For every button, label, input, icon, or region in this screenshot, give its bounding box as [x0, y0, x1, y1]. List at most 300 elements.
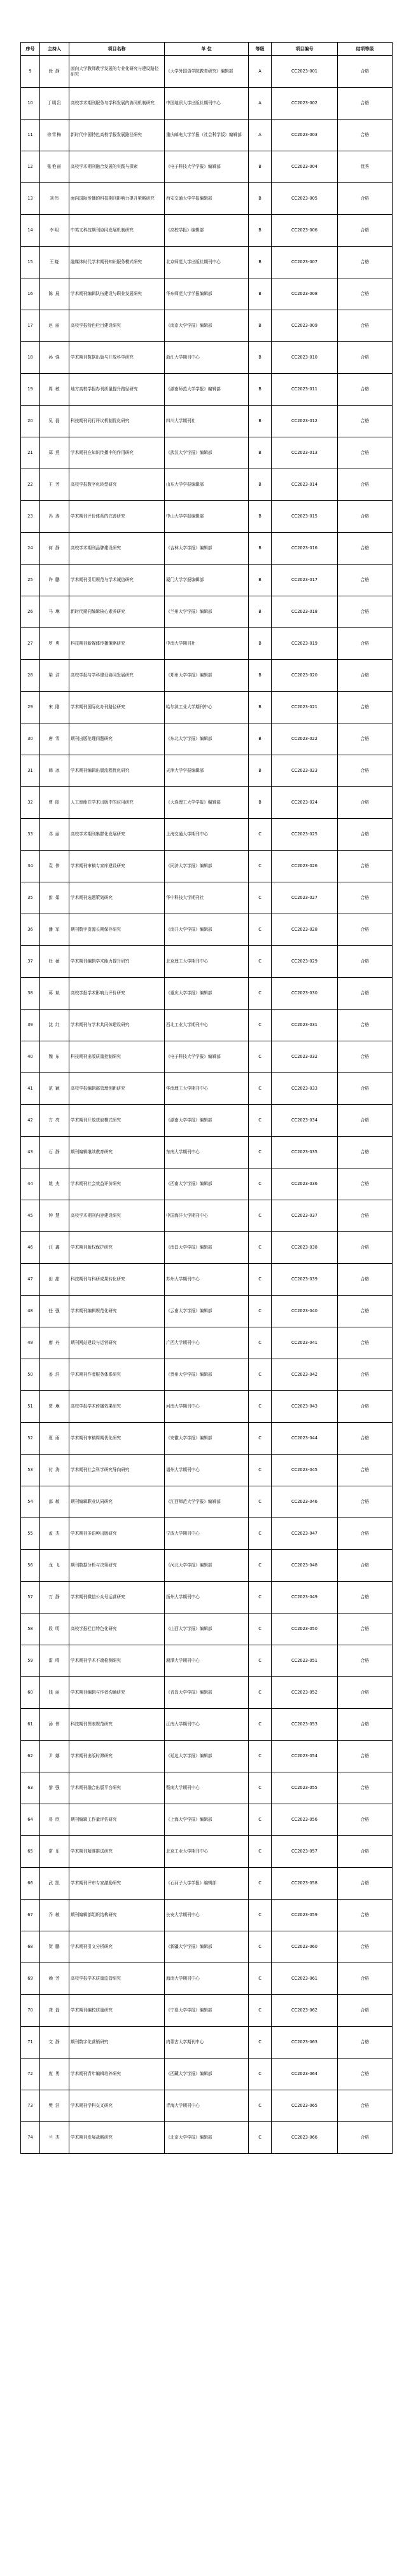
row-index: 46	[21, 1232, 40, 1264]
row-host: 曹 阳	[40, 787, 69, 819]
row-index: 54	[21, 1486, 40, 1518]
row-host: 任 强	[40, 1296, 69, 1327]
row-grade: C	[249, 1582, 272, 1613]
row-grade: B	[249, 406, 272, 437]
row-project-name: 学术期刊编辑出版流程优化研究	[69, 755, 165, 787]
row-unit: 哈尔滨工业大学期刊中心	[165, 692, 249, 723]
row-completion-grade: 合格	[338, 1772, 393, 1804]
row-unit: 内蒙古大学期刊中心	[165, 2027, 249, 2059]
row-project-id: CC2023-036	[272, 1168, 338, 1200]
row-project-name: 高校学报学术质量监管研究	[69, 1963, 165, 1995]
row-unit: 青海大学期刊中心	[165, 2090, 249, 2122]
row-grade: C	[249, 946, 272, 978]
row-index: 26	[21, 596, 40, 628]
row-grade: C	[249, 1741, 272, 1772]
row-project-name: 学术期刊国际化办刊路径研究	[69, 692, 165, 723]
row-completion-grade: 合格	[338, 787, 393, 819]
row-unit: 重庆邮电大学学报（社会科学版）编辑部	[165, 120, 249, 151]
header-grade: 等级	[249, 43, 272, 56]
row-host: 韩 冰	[40, 755, 69, 787]
table-row	[21, 1359, 393, 1391]
row-grade: C	[249, 2027, 272, 2059]
row-project-name: 高校学报学术影响力评价研究	[69, 978, 165, 1010]
row-index: 18	[21, 342, 40, 374]
row-project-id: CC2023-021	[272, 692, 338, 723]
row-project-name: 期刊网站建设与运营研究	[69, 1327, 165, 1359]
row-project-name: 面向大学教师教学发展的专业化研究与建设路径研究	[69, 56, 165, 88]
row-unit: 东南大学期刊中心	[165, 1137, 249, 1168]
row-completion-grade: 合格	[338, 1804, 393, 1836]
row-index: 30	[21, 723, 40, 755]
row-completion-grade: 合格	[338, 406, 393, 437]
row-project-id: CC2023-024	[272, 787, 338, 819]
row-completion-grade: 合格	[338, 1836, 393, 1868]
row-unit: 《宁夏大学学报》编辑部	[165, 1995, 249, 2027]
row-index: 44	[21, 1168, 40, 1200]
row-index: 15	[21, 247, 40, 278]
row-index: 55	[21, 1518, 40, 1550]
table-row	[21, 1423, 393, 1455]
row-unit: 《西藏大学学报》编辑部	[165, 2059, 249, 2090]
row-project-id: CC2023-030	[272, 978, 338, 1010]
row-project-id: CC2023-025	[272, 819, 338, 851]
row-grade: B	[249, 755, 272, 787]
row-index: 70	[21, 1995, 40, 2027]
row-unit: 中国海洋大学期刊中心	[165, 1200, 249, 1232]
row-host: 范 颖	[40, 1073, 69, 1105]
table-row	[21, 88, 393, 120]
row-completion-grade: 合格	[338, 723, 393, 755]
row-completion-grade: 优秀	[338, 151, 393, 183]
row-grade: B	[249, 692, 272, 723]
row-index: 14	[21, 215, 40, 247]
row-completion-grade: 合格	[338, 1455, 393, 1486]
row-completion-grade: 合格	[338, 1582, 393, 1613]
row-unit: 北京理工大学期刊中心	[165, 946, 249, 978]
row-completion-grade: 合格	[338, 342, 393, 374]
row-project-name: 高校学报栏目特色化研究	[69, 1613, 165, 1645]
row-completion-grade: 合格	[338, 1327, 393, 1359]
row-unit: 西北工业大学期刊中心	[165, 1010, 249, 1041]
row-unit: 《电子科技大学学报》编辑部	[165, 1041, 249, 1073]
row-index: 34	[21, 851, 40, 882]
row-host: 袁 伟	[40, 851, 69, 882]
row-index: 49	[21, 1327, 40, 1359]
table-row	[21, 723, 393, 755]
table-row	[21, 819, 393, 851]
row-host: 尹 娜	[40, 1741, 69, 1772]
table-row	[21, 946, 393, 978]
row-completion-grade: 合格	[338, 2122, 393, 2154]
row-project-name: 学术期刊多语种出版研究	[69, 1518, 165, 1550]
row-project-name: 人工智能在学术出版中的应用研究	[69, 787, 165, 819]
table-body	[21, 56, 393, 2154]
row-index: 20	[21, 406, 40, 437]
header-project-id: 项目编号	[272, 43, 338, 56]
table-row	[21, 1677, 393, 1709]
row-grade: C	[249, 1709, 272, 1741]
row-project-name: 期刊数据分析与决策研究	[69, 1550, 165, 1582]
row-host: 姜 浩	[40, 1359, 69, 1391]
row-project-id: CC2023-011	[272, 374, 338, 406]
row-project-id: CC2023-049	[272, 1582, 338, 1613]
row-project-name: 高校学术期刊集群化发展研究	[69, 819, 165, 851]
row-grade: B	[249, 247, 272, 278]
table-row	[21, 1010, 393, 1041]
row-index: 9	[21, 56, 40, 88]
row-project-name: 期刊数字资源长期保存研究	[69, 914, 165, 946]
row-index: 58	[21, 1613, 40, 1645]
row-project-id: CC2023-017	[272, 565, 338, 596]
row-index: 35	[21, 882, 40, 914]
row-project-id: CC2023-048	[272, 1550, 338, 1582]
row-completion-grade: 合格	[338, 1709, 393, 1741]
row-index: 43	[21, 1137, 40, 1168]
row-host: 方 亮	[40, 1105, 69, 1137]
row-unit: 厦门大学学报编辑部	[165, 565, 249, 596]
table-row	[21, 1931, 393, 1963]
row-index: 52	[21, 1423, 40, 1455]
row-index: 21	[21, 437, 40, 469]
row-grade: A	[249, 120, 272, 151]
row-grade: B	[249, 596, 272, 628]
row-unit: 《南京大学学报》编辑部	[165, 310, 249, 342]
row-unit: 《北京大学学报》编辑部	[165, 2122, 249, 2154]
row-grade: C	[249, 1391, 272, 1423]
row-project-id: CC2023-045	[272, 1455, 338, 1486]
row-host: 孙 强	[40, 342, 69, 374]
row-index: 19	[21, 374, 40, 406]
row-host: 李明	[40, 215, 69, 247]
row-host: 何 静	[40, 533, 69, 565]
row-completion-grade: 合格	[338, 914, 393, 946]
row-unit: 广西大学期刊中心	[165, 1327, 249, 1359]
row-project-name: 学术期刊作者服务体系研究	[69, 1359, 165, 1391]
header-project-name: 项目名称	[69, 43, 165, 56]
row-project-name: 学术期刊出版时滞研究	[69, 1741, 165, 1772]
table-row	[21, 1041, 393, 1073]
row-index: 29	[21, 692, 40, 723]
row-project-id: CC2023-058	[272, 1868, 338, 1900]
row-index: 62	[21, 1741, 40, 1772]
row-host: 黎 强	[40, 1772, 69, 1804]
row-project-name: 高校学报学术传播效果研究	[69, 1391, 165, 1423]
row-project-id: CC2023-007	[272, 247, 338, 278]
row-index: 37	[21, 946, 40, 978]
row-completion-grade: 合格	[338, 1645, 393, 1677]
row-unit: 西安交通大学学报编辑部	[165, 183, 249, 215]
row-grade: B	[249, 342, 272, 374]
row-completion-grade: 合格	[338, 469, 393, 501]
row-grade: C	[249, 1327, 272, 1359]
row-project-id: CC2023-057	[272, 1836, 338, 1868]
row-project-id: CC2023-028	[272, 914, 338, 946]
row-project-id: CC2023-016	[272, 533, 338, 565]
row-project-id: CC2023-026	[272, 851, 338, 882]
row-unit: 中国地质大学出版社期刊中心	[165, 88, 249, 120]
row-grade: B	[249, 628, 272, 660]
table-row	[21, 755, 393, 787]
table-row	[21, 406, 393, 437]
row-host: 许 鹏	[40, 565, 69, 596]
row-index: 12	[21, 151, 40, 183]
row-completion-grade: 合格	[338, 120, 393, 151]
table-row	[21, 2027, 393, 2059]
row-completion-grade: 合格	[338, 755, 393, 787]
row-project-id: CC2023-040	[272, 1296, 338, 1327]
row-project-name: 学术期刊引用规范与学术诚信研究	[69, 565, 165, 596]
row-completion-grade: 合格	[338, 946, 393, 978]
table-row	[21, 1073, 393, 1105]
row-unit: 《石河子大学学报》编辑部	[165, 1868, 249, 1900]
row-unit: 《兰州大学学报》编辑部	[165, 596, 249, 628]
row-completion-grade: 合格	[338, 1105, 393, 1137]
row-host: 兰 杰	[40, 2122, 69, 2154]
table-row	[21, 374, 393, 406]
header-completion-grade: 结项等级	[338, 43, 393, 56]
table-row	[21, 1550, 393, 1582]
row-grade: B	[249, 215, 272, 247]
header-index: 序号	[21, 43, 40, 56]
row-project-name: 学术期刊编辑与作者沟通研究	[69, 1677, 165, 1709]
table-row	[21, 1264, 393, 1296]
table-row	[21, 1963, 393, 1995]
row-project-name: 学术期刊编辑规范化研究	[69, 1296, 165, 1327]
row-project-name: 学术期刊青年编辑培养研究	[69, 2059, 165, 2090]
row-index: 25	[21, 565, 40, 596]
row-host: 武 凯	[40, 1868, 69, 1900]
table-row	[21, 56, 393, 88]
row-index: 67	[21, 1900, 40, 1931]
row-unit: 《东北大学学报》编辑部	[165, 723, 249, 755]
row-index: 73	[21, 2090, 40, 2122]
row-unit: 《山西大学学报》编辑部	[165, 1613, 249, 1645]
row-project-id: CC2023-012	[272, 406, 338, 437]
row-completion-grade: 合格	[338, 1486, 393, 1518]
row-completion-grade: 合格	[338, 2059, 393, 2090]
row-index: 23	[21, 501, 40, 533]
row-index: 41	[21, 1073, 40, 1105]
row-grade: B	[249, 183, 272, 215]
row-grade: B	[249, 310, 272, 342]
row-unit: 《南开大学学报》编辑部	[165, 914, 249, 946]
table-row	[21, 1836, 393, 1868]
row-grade: B	[249, 565, 272, 596]
row-grade: C	[249, 1296, 272, 1327]
row-project-name: 融媒体时代学术期刊知识服务模式研究	[69, 247, 165, 278]
row-project-name: 学术期刊精准推送研究	[69, 1836, 165, 1868]
row-host: 汪 鑫	[40, 1232, 69, 1264]
row-project-id: CC2023-038	[272, 1232, 338, 1264]
row-index: 28	[21, 660, 40, 692]
row-completion-grade: 合格	[338, 310, 393, 342]
row-host: 陈 晨	[40, 278, 69, 310]
row-index: 72	[21, 2059, 40, 2090]
row-completion-grade: 合格	[338, 1900, 393, 1931]
row-host: 马 琳	[40, 596, 69, 628]
row-grade: C	[249, 2059, 272, 2090]
table-row	[21, 215, 393, 247]
row-project-name: 学术期刊选题策划研究	[69, 882, 165, 914]
row-host: 蒋 斌	[40, 978, 69, 1010]
table-row	[21, 851, 393, 882]
row-host: 石 静	[40, 1137, 69, 1168]
header-unit: 单 位	[165, 43, 249, 56]
row-project-name: 期刊编辑继续教育研究	[69, 1137, 165, 1168]
table-row	[21, 1709, 393, 1741]
row-unit: 《安徽大学学报》编辑部	[165, 1423, 249, 1455]
row-grade: B	[249, 437, 272, 469]
row-host: 罗 勇	[40, 628, 69, 660]
row-project-name: 期刊编辑工作量评估研究	[69, 1804, 165, 1836]
row-project-name: 期刊数字化营销研究	[69, 2027, 165, 2059]
table-row	[21, 596, 393, 628]
row-unit: 《郑州大学学报》编辑部	[165, 660, 249, 692]
row-unit: 上海交通大学期刊中心	[165, 819, 249, 851]
row-unit: 长安大学期刊中心	[165, 1900, 249, 1931]
row-project-name: 科技期刊新媒体传播策略研究	[69, 628, 165, 660]
row-host: 孟 杰	[40, 1518, 69, 1550]
row-host: 王 芳	[40, 469, 69, 501]
row-project-name: 高校学报数字化转型研究	[69, 469, 165, 501]
row-project-id: CC2023-033	[272, 1073, 338, 1105]
table-row	[21, 342, 393, 374]
row-completion-grade: 合格	[338, 1677, 393, 1709]
row-grade: C	[249, 2090, 272, 2122]
row-completion-grade: 合格	[338, 596, 393, 628]
row-project-id: CC2023-005	[272, 183, 338, 215]
row-grade: C	[249, 1264, 272, 1296]
row-grade: C	[249, 1423, 272, 1455]
row-index: 74	[21, 2122, 40, 2154]
row-completion-grade: 合格	[338, 978, 393, 1010]
row-completion-grade: 合格	[338, 278, 393, 310]
row-completion-grade: 合格	[338, 437, 393, 469]
row-grade: C	[249, 1900, 272, 1931]
row-host: 贺 鹏	[40, 1931, 69, 1963]
row-host: 唐 雪	[40, 723, 69, 755]
row-project-id: CC2023-003	[272, 120, 338, 151]
row-grade: B	[249, 278, 272, 310]
table-row	[21, 882, 393, 914]
table-row	[21, 2122, 393, 2154]
row-project-id: CC2023-056	[272, 1804, 338, 1836]
row-project-id: CC2023-064	[272, 2059, 338, 2090]
row-index: 64	[21, 1804, 40, 1836]
row-project-name: 学术期刊审稿周期优化研究	[69, 1423, 165, 1455]
row-grade: B	[249, 151, 272, 183]
row-project-id: CC2023-006	[272, 215, 338, 247]
row-host: 夏 雨	[40, 1423, 69, 1455]
row-unit: 暨南大学期刊中心	[165, 1772, 249, 1804]
table-row	[21, 533, 393, 565]
row-index: 60	[21, 1677, 40, 1709]
row-host: 邓 丽	[40, 819, 69, 851]
row-project-name: 科技期刊图表规范研究	[69, 1709, 165, 1741]
row-host: 杜 薇	[40, 946, 69, 978]
row-unit: 《湖南师范大学学报》编辑部	[165, 374, 249, 406]
row-completion-grade: 合格	[338, 1868, 393, 1900]
row-project-id: CC2023-010	[272, 342, 338, 374]
row-unit: 宁波大学期刊中心	[165, 1518, 249, 1550]
row-project-name: 高校学术期刊融合发展的实践与探索	[69, 151, 165, 183]
row-project-id: CC2023-035	[272, 1137, 338, 1168]
row-grade: B	[249, 723, 272, 755]
row-completion-grade: 合格	[338, 1995, 393, 2027]
row-index: 39	[21, 1010, 40, 1041]
table-row	[21, 310, 393, 342]
table-row	[21, 1296, 393, 1327]
row-completion-grade: 合格	[338, 1391, 393, 1423]
row-index: 57	[21, 1582, 40, 1613]
row-unit: 中南大学期刊社	[165, 628, 249, 660]
row-unit: 湘潭大学期刊中心	[165, 1645, 249, 1677]
row-grade: C	[249, 1550, 272, 1582]
row-project-id: CC2023-052	[272, 1677, 338, 1709]
row-unit: 《武汉大学学报》编辑部	[165, 437, 249, 469]
row-index: 51	[21, 1391, 40, 1423]
row-unit: 天津大学学报编辑部	[165, 755, 249, 787]
row-host: 钱 丽	[40, 1677, 69, 1709]
row-unit: 海南大学期刊中心	[165, 1963, 249, 1995]
row-index: 65	[21, 1836, 40, 1868]
row-index: 17	[21, 310, 40, 342]
row-project-id: CC2023-066	[272, 2122, 338, 2154]
row-project-name: 学术期刊数据出版与开放科学研究	[69, 342, 165, 374]
row-completion-grade: 合格	[338, 1931, 393, 1963]
row-project-name: 高校学报特色栏目建设研究	[69, 310, 165, 342]
project-table	[20, 42, 393, 2154]
table-row	[21, 1741, 393, 1772]
row-host: 钟 慧	[40, 1200, 69, 1232]
row-project-name: 学术期刊在知识传播中的作用研究	[69, 437, 165, 469]
row-host: 潘 军	[40, 914, 69, 946]
row-index: 48	[21, 1296, 40, 1327]
row-unit: 北京工业大学期刊中心	[165, 1836, 249, 1868]
row-unit: 《吉林大学学报》编辑部	[165, 533, 249, 565]
row-index: 66	[21, 1868, 40, 1900]
row-grade: B	[249, 787, 272, 819]
row-completion-grade: 合格	[338, 1041, 393, 1073]
table-row	[21, 1137, 393, 1168]
row-unit: 《延边大学学报》编辑部	[165, 1741, 249, 1772]
row-completion-grade: 合格	[338, 692, 393, 723]
row-grade: A	[249, 56, 272, 88]
row-project-id: CC2023-004	[272, 151, 338, 183]
row-completion-grade: 合格	[338, 882, 393, 914]
row-host: 雷 鸣	[40, 1645, 69, 1677]
row-unit: 山东大学学报编辑部	[165, 469, 249, 501]
row-index: 31	[21, 755, 40, 787]
row-completion-grade: 合格	[338, 88, 393, 120]
table-row	[21, 1391, 393, 1423]
row-host: 梁 洁	[40, 660, 69, 692]
row-unit: 北京师范大学出版社期刊中心	[165, 247, 249, 278]
row-grade: B	[249, 374, 272, 406]
row-grade: B	[249, 660, 272, 692]
row-grade: B	[249, 469, 272, 501]
table-row	[21, 1804, 393, 1836]
row-index: 11	[21, 120, 40, 151]
table-row	[21, 1168, 393, 1200]
row-index: 42	[21, 1105, 40, 1137]
row-completion-grade: 合格	[338, 1200, 393, 1232]
table-row	[21, 501, 393, 533]
project-list-sheet	[20, 42, 392, 2154]
row-project-id: CC2023-015	[272, 501, 338, 533]
row-unit: 福州大学期刊中心	[165, 1455, 249, 1486]
row-grade: C	[249, 1041, 272, 1073]
